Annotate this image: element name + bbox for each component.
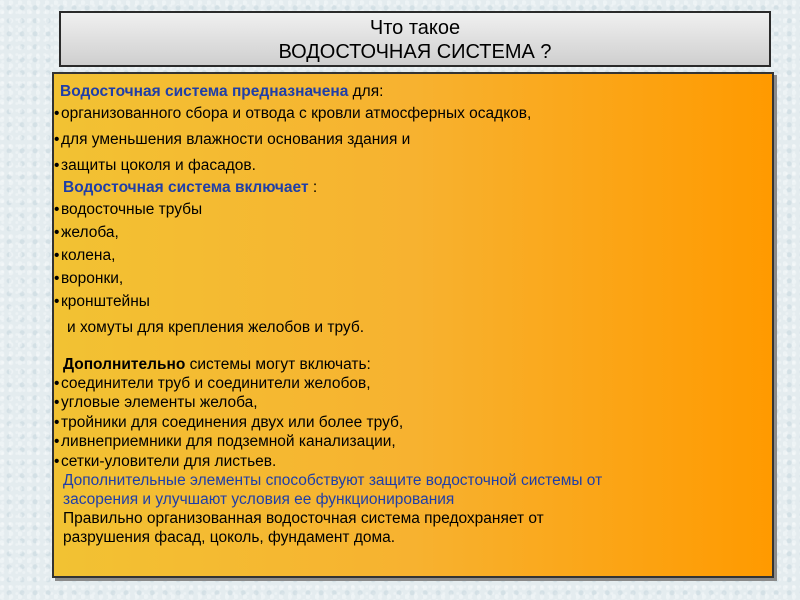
final-line-1: Правильно организованная водосточная система предохраняет от bbox=[63, 510, 544, 527]
includes-heading: Водосточная система включает bbox=[63, 179, 309, 196]
list-item: • сетки-уловители для листьев. bbox=[54, 453, 277, 470]
list-item: • желоба, bbox=[54, 224, 119, 241]
list-item: • водосточные трубы bbox=[54, 201, 203, 218]
list-item: • защиты цоколя и фасадов. bbox=[54, 157, 256, 174]
list-item: • воронки, bbox=[54, 270, 124, 287]
includes-continuation: и хомуты для крепления желобов и труб. bbox=[67, 319, 365, 336]
purpose-heading-line bbox=[60, 83, 383, 101]
purpose-suffix: для: bbox=[348, 83, 384, 100]
note-line-1: Дополнительные элементы способствуют защите водосточной системы от bbox=[63, 472, 603, 489]
list-item: • ливнеприемники для подземной канализации, bbox=[54, 433, 396, 450]
title-line-2: ВОДОСТОЧНАЯ СИСТЕМА ? bbox=[278, 41, 552, 63]
content-panel bbox=[52, 72, 774, 578]
additional-heading-line bbox=[63, 356, 371, 374]
list-item: • организованного сбора и отвода с кровли атмосферных осадков, bbox=[54, 105, 532, 122]
list-item: • тройники для соединения двух или более труб, bbox=[54, 414, 404, 431]
slide-title bbox=[59, 11, 771, 67]
list-item: • для уменьшения влажности основания здания и bbox=[54, 131, 411, 148]
includes-heading-line bbox=[63, 179, 317, 197]
list-item: • кронштейны bbox=[54, 293, 150, 310]
final-line-2: разрушения фасад, цоколь, фундамент дома. bbox=[63, 529, 396, 546]
list-item: • соединители труб и соединители желобов, bbox=[54, 375, 371, 392]
includes-suffix: : bbox=[308, 179, 318, 196]
note-line-2: засорения и улучшают условия ее функционирования bbox=[63, 491, 455, 508]
additional-heading: Дополнительно bbox=[63, 356, 186, 373]
list-item: • угловые элементы желоба, bbox=[54, 394, 258, 411]
additional-suffix: системы могут включать: bbox=[185, 356, 371, 373]
title-line-1: Что такое bbox=[369, 17, 461, 39]
purpose-heading: Водосточная система предназначена bbox=[60, 83, 349, 100]
list-item: • колена, bbox=[54, 247, 116, 264]
